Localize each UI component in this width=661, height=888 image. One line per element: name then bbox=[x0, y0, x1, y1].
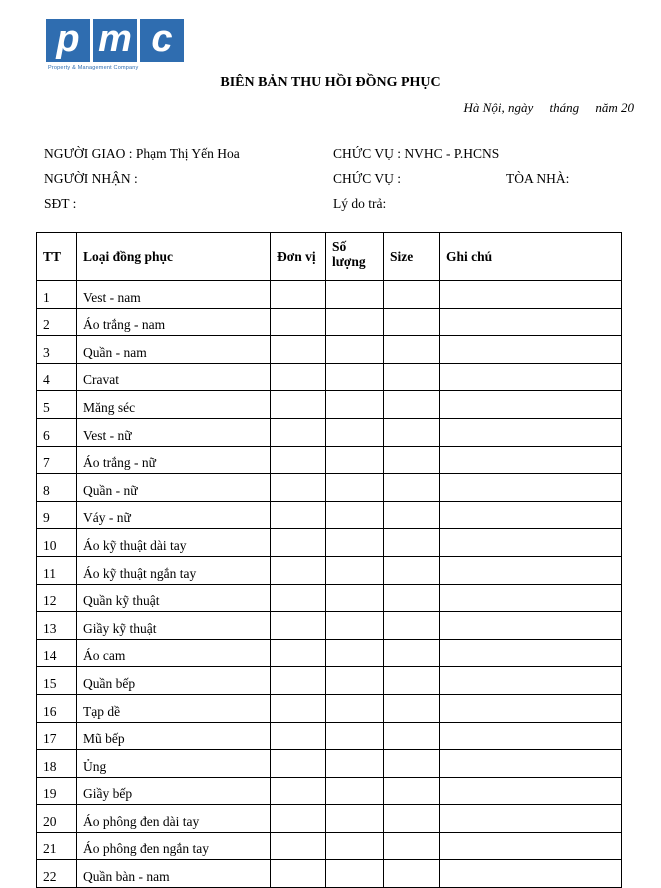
header-unit: Đơn vị bbox=[271, 233, 326, 281]
row-unit-cell[interactable] bbox=[271, 860, 326, 888]
header-note: Ghi chú bbox=[440, 233, 622, 281]
row-quantity-cell[interactable] bbox=[326, 750, 384, 778]
row-number: 16 bbox=[37, 694, 77, 722]
row-uniform-type: Áo kỹ thuật dài tay bbox=[77, 529, 271, 557]
row-number: 18 bbox=[37, 750, 77, 778]
row-number: 5 bbox=[37, 391, 77, 419]
row-quantity-cell[interactable] bbox=[326, 308, 384, 336]
row-size-cell[interactable] bbox=[384, 446, 440, 474]
row-quantity-cell[interactable] bbox=[326, 281, 384, 309]
row-size-cell[interactable] bbox=[384, 336, 440, 364]
row-quantity-cell[interactable] bbox=[326, 336, 384, 364]
row-uniform-type: Vest - nữ bbox=[77, 418, 271, 446]
row-unit-cell[interactable] bbox=[271, 529, 326, 557]
row-size-cell[interactable] bbox=[384, 639, 440, 667]
row-unit-cell[interactable] bbox=[271, 308, 326, 336]
table-row bbox=[37, 336, 622, 364]
table-row bbox=[37, 860, 622, 888]
row-unit-cell[interactable] bbox=[271, 336, 326, 364]
row-uniform-type: Quần - nữ bbox=[77, 474, 271, 502]
row-size-cell[interactable] bbox=[384, 832, 440, 860]
row-quantity-cell[interactable] bbox=[326, 501, 384, 529]
row-quantity-cell[interactable] bbox=[326, 722, 384, 750]
row-size-cell[interactable] bbox=[384, 750, 440, 778]
document-title bbox=[0, 75, 661, 91]
row-unit-cell[interactable] bbox=[271, 363, 326, 391]
row-uniform-type: Quần bàn - nam bbox=[77, 860, 271, 888]
table-header-row bbox=[37, 233, 622, 281]
table-row bbox=[37, 584, 622, 612]
row-uniform-type: Giầy bếp bbox=[77, 777, 271, 805]
row-unit-cell[interactable] bbox=[271, 750, 326, 778]
row-note-cell[interactable] bbox=[440, 860, 622, 888]
row-note-cell[interactable] bbox=[440, 446, 622, 474]
row-unit-cell[interactable] bbox=[271, 832, 326, 860]
table-row bbox=[37, 501, 622, 529]
row-number: 2 bbox=[37, 308, 77, 336]
logo-letter: c bbox=[140, 19, 184, 62]
row-quantity-cell[interactable] bbox=[326, 584, 384, 612]
row-note-cell[interactable] bbox=[440, 391, 622, 419]
table-row bbox=[37, 694, 622, 722]
row-uniform-type: Áo phông đen ngắn tay bbox=[77, 832, 271, 860]
row-size-cell[interactable] bbox=[384, 612, 440, 640]
row-size-cell[interactable] bbox=[384, 556, 440, 584]
row-note-cell[interactable] bbox=[440, 667, 622, 695]
row-size-cell[interactable] bbox=[384, 860, 440, 888]
building-field: TÒA NHÀ: bbox=[506, 171, 570, 186]
row-size-cell[interactable] bbox=[384, 391, 440, 419]
table-row bbox=[37, 832, 622, 860]
header-size: Size bbox=[384, 233, 440, 281]
row-quantity-cell[interactable] bbox=[326, 667, 384, 695]
row-size-cell[interactable] bbox=[384, 722, 440, 750]
row-size-cell[interactable] bbox=[384, 694, 440, 722]
row-uniform-type: Áo cam bbox=[77, 639, 271, 667]
row-note-cell[interactable] bbox=[440, 556, 622, 584]
row-uniform-type: Áo trắng - nữ bbox=[77, 446, 271, 474]
table-row bbox=[37, 529, 622, 557]
row-uniform-type: Váy - nữ bbox=[77, 501, 271, 529]
row-uniform-type: Áo phông đen dài tay bbox=[77, 805, 271, 833]
row-quantity-cell[interactable] bbox=[326, 832, 384, 860]
row-quantity-cell[interactable] bbox=[326, 612, 384, 640]
row-note-cell[interactable] bbox=[440, 529, 622, 557]
row-size-cell[interactable] bbox=[384, 584, 440, 612]
row-uniform-type: Măng séc bbox=[77, 391, 271, 419]
row-uniform-type: Quần - nam bbox=[77, 336, 271, 364]
pmc-logo bbox=[46, 19, 184, 74]
row-quantity-cell[interactable] bbox=[326, 474, 384, 502]
row-uniform-type: Giầy kỹ thuật bbox=[77, 612, 271, 640]
phone-field: SĐT : bbox=[44, 196, 77, 211]
row-unit-cell[interactable] bbox=[271, 667, 326, 695]
row-size-cell[interactable] bbox=[384, 501, 440, 529]
row-uniform-type: Áo kỹ thuật ngắn tay bbox=[77, 556, 271, 584]
row-size-cell[interactable] bbox=[384, 474, 440, 502]
table-row bbox=[37, 777, 622, 805]
row-number: 14 bbox=[37, 639, 77, 667]
row-quantity-cell[interactable] bbox=[326, 777, 384, 805]
row-unit-cell[interactable] bbox=[271, 694, 326, 722]
table-row bbox=[37, 805, 622, 833]
row-quantity-cell[interactable] bbox=[326, 363, 384, 391]
table-row bbox=[37, 639, 622, 667]
row-number: 17 bbox=[37, 722, 77, 750]
table-row bbox=[37, 418, 622, 446]
header-uniform-type: Loại đồng phục bbox=[77, 233, 271, 281]
row-quantity-cell[interactable] bbox=[326, 860, 384, 888]
row-unit-cell[interactable] bbox=[271, 474, 326, 502]
row-unit-cell[interactable] bbox=[271, 722, 326, 750]
row-number: 9 bbox=[37, 501, 77, 529]
row-number: 19 bbox=[37, 777, 77, 805]
row-number: 11 bbox=[37, 556, 77, 584]
row-size-cell[interactable] bbox=[384, 529, 440, 557]
row-note-cell[interactable] bbox=[440, 474, 622, 502]
row-note-cell[interactable] bbox=[440, 418, 622, 446]
table-body bbox=[37, 281, 622, 888]
row-unit-cell[interactable] bbox=[271, 805, 326, 833]
logo-letter: p bbox=[46, 19, 90, 62]
header-tt: TT bbox=[37, 233, 77, 281]
row-unit-cell[interactable] bbox=[271, 281, 326, 309]
row-number: 3 bbox=[37, 336, 77, 364]
row-note-cell[interactable] bbox=[440, 363, 622, 391]
row-size-cell[interactable] bbox=[384, 418, 440, 446]
table-row bbox=[37, 612, 622, 640]
row-note-cell[interactable] bbox=[440, 336, 622, 364]
reason-field: Lý do trả: bbox=[333, 196, 387, 211]
row-unit-cell[interactable] bbox=[271, 391, 326, 419]
giver-field: NGƯỜI GIAO : Phạm Thị Yến Hoa bbox=[44, 146, 240, 161]
row-number: 7 bbox=[37, 446, 77, 474]
row-size-cell[interactable] bbox=[384, 667, 440, 695]
row-uniform-type: Ủng bbox=[77, 750, 271, 778]
row-quantity-cell[interactable] bbox=[326, 694, 384, 722]
row-number: 4 bbox=[37, 363, 77, 391]
row-note-cell[interactable] bbox=[440, 281, 622, 309]
row-uniform-type: Quần bếp bbox=[77, 667, 271, 695]
row-note-cell[interactable] bbox=[440, 639, 622, 667]
row-unit-cell[interactable] bbox=[271, 446, 326, 474]
row-note-cell[interactable] bbox=[440, 501, 622, 529]
uniform-table bbox=[36, 232, 622, 888]
row-number: 20 bbox=[37, 805, 77, 833]
row-uniform-type: Vest - nam bbox=[77, 281, 271, 309]
row-size-cell[interactable] bbox=[384, 777, 440, 805]
table-row bbox=[37, 722, 622, 750]
row-uniform-type: Tạp dề bbox=[77, 694, 271, 722]
date-line: Hà Nội, ngày tháng năm 20 bbox=[463, 100, 634, 115]
row-size-cell[interactable] bbox=[384, 281, 440, 309]
row-quantity-cell[interactable] bbox=[326, 391, 384, 419]
row-number: 6 bbox=[37, 418, 77, 446]
row-uniform-type: Mũ bếp bbox=[77, 722, 271, 750]
row-uniform-type: Quần kỹ thuật bbox=[77, 584, 271, 612]
table-row bbox=[37, 446, 622, 474]
row-note-cell[interactable] bbox=[440, 308, 622, 336]
row-unit-cell[interactable] bbox=[271, 501, 326, 529]
row-note-cell[interactable] bbox=[440, 584, 622, 612]
row-number: 10 bbox=[37, 529, 77, 557]
row-note-cell[interactable] bbox=[440, 612, 622, 640]
document-title-text: BIÊN BẢN THU HỒI ĐỒNG PHỤC bbox=[220, 75, 441, 90]
table-row bbox=[37, 556, 622, 584]
logo-letter: m bbox=[93, 19, 137, 62]
row-size-cell[interactable] bbox=[384, 805, 440, 833]
table-row bbox=[37, 667, 622, 695]
receiver-field: NGƯỜI NHẬN : bbox=[44, 171, 138, 186]
row-note-cell[interactable] bbox=[440, 832, 622, 860]
row-quantity-cell[interactable] bbox=[326, 556, 384, 584]
table-row bbox=[37, 750, 622, 778]
logo-tiles bbox=[46, 19, 184, 62]
row-uniform-type: Cravat bbox=[77, 363, 271, 391]
row-unit-cell[interactable] bbox=[271, 777, 326, 805]
receiver-position-field: CHỨC VỤ : bbox=[333, 171, 401, 186]
row-size-cell[interactable] bbox=[384, 363, 440, 391]
giver-position-field: CHỨC VỤ : NVHC - P.HCNS bbox=[333, 146, 500, 161]
logo-tagline: Property & Management Company bbox=[48, 65, 139, 71]
row-number: 22 bbox=[37, 860, 77, 888]
row-number: 21 bbox=[37, 832, 77, 860]
table-row bbox=[37, 363, 622, 391]
header-quantity: Số lượng bbox=[326, 233, 384, 281]
row-unit-cell[interactable] bbox=[271, 584, 326, 612]
row-note-cell[interactable] bbox=[440, 805, 622, 833]
row-quantity-cell[interactable] bbox=[326, 805, 384, 833]
row-number: 1 bbox=[37, 281, 77, 309]
row-note-cell[interactable] bbox=[440, 722, 622, 750]
table-row bbox=[37, 474, 622, 502]
row-unit-cell[interactable] bbox=[271, 639, 326, 667]
row-unit-cell[interactable] bbox=[271, 612, 326, 640]
row-number: 15 bbox=[37, 667, 77, 695]
table-row bbox=[37, 308, 622, 336]
row-number: 13 bbox=[37, 612, 77, 640]
row-number: 8 bbox=[37, 474, 77, 502]
table-row bbox=[37, 281, 622, 309]
row-unit-cell[interactable] bbox=[271, 418, 326, 446]
row-quantity-cell[interactable] bbox=[326, 639, 384, 667]
row-number: 12 bbox=[37, 584, 77, 612]
row-note-cell[interactable] bbox=[440, 777, 622, 805]
row-unit-cell[interactable] bbox=[271, 556, 326, 584]
row-size-cell[interactable] bbox=[384, 308, 440, 336]
row-note-cell[interactable] bbox=[440, 694, 622, 722]
row-note-cell[interactable] bbox=[440, 750, 622, 778]
row-uniform-type: Áo trắng - nam bbox=[77, 308, 271, 336]
table-row bbox=[37, 391, 622, 419]
row-quantity-cell[interactable] bbox=[326, 529, 384, 557]
row-quantity-cell[interactable] bbox=[326, 446, 384, 474]
row-quantity-cell[interactable] bbox=[326, 418, 384, 446]
